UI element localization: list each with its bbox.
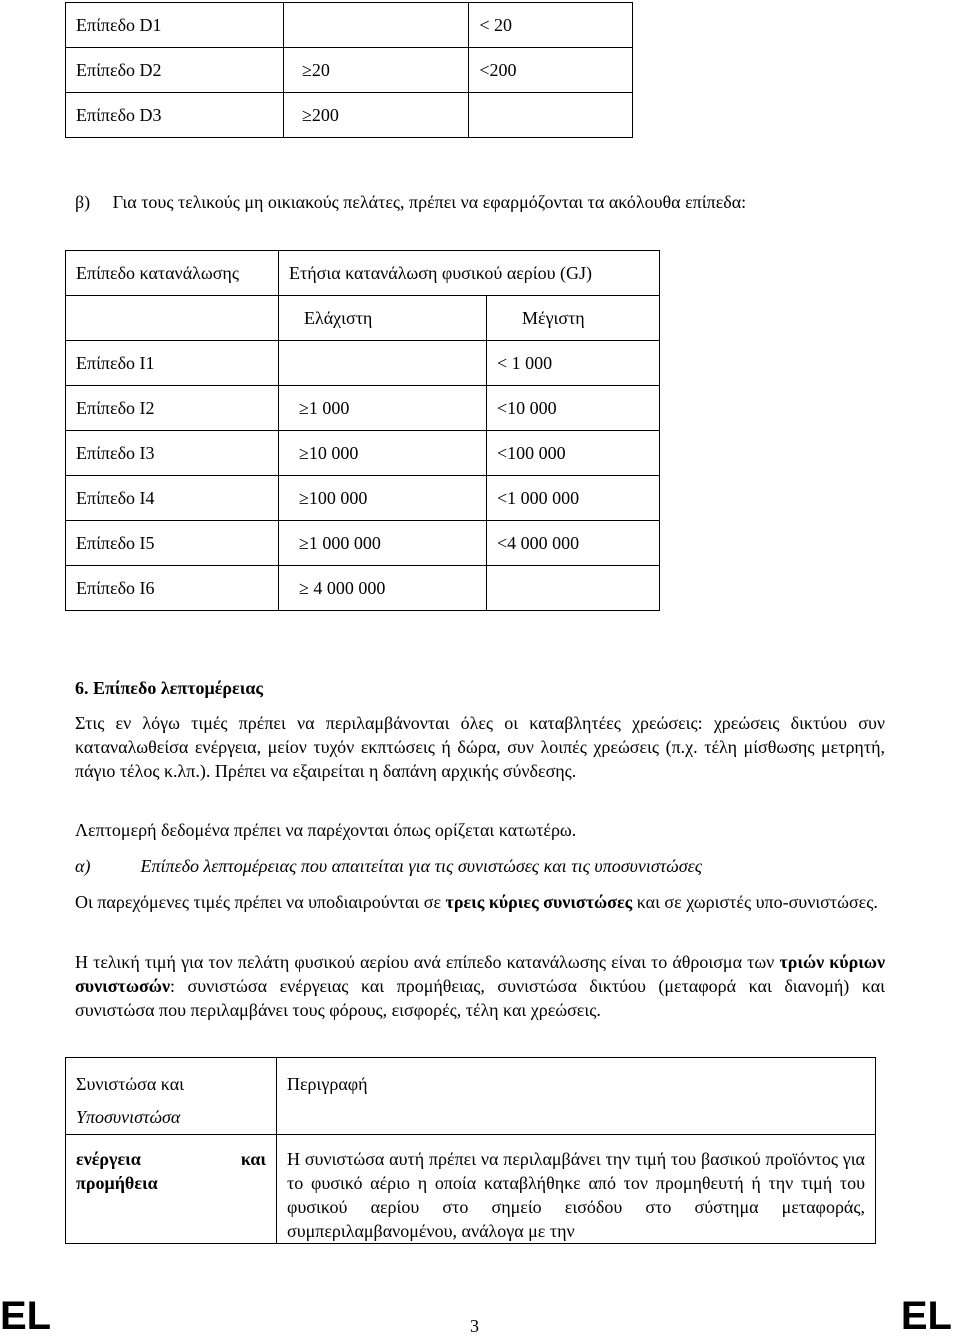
non-household-levels-table (65, 250, 660, 611)
min-cell (279, 341, 487, 386)
min-cell: ≥ 100 000 (279, 476, 487, 521)
paragraph-components: Οι παρεχόμενες τιμές πρέπει να υποδιαιρούνται σε τρεις κύριες συνιστώσες και σε χωριστές υπο-συνιστώσες. (75, 892, 878, 912)
page-number: 3 (470, 1316, 479, 1336)
empty-cell (66, 296, 279, 341)
min-cell: ≥ 4 000 000 (279, 566, 487, 611)
language-mark-right: EL (900, 1294, 952, 1338)
table-row (66, 386, 660, 431)
table-row (66, 341, 660, 386)
household-levels-table (65, 2, 633, 138)
table-row (66, 521, 660, 566)
section-heading: 6. Επίπεδο λεπτομέρειας (75, 678, 263, 698)
header-description: Περιγραφή (277, 1058, 876, 1135)
max-cell: <200 (469, 48, 633, 93)
table-header-row (66, 251, 660, 296)
level-cell: Επίπεδο I6 (66, 566, 279, 611)
table-row (66, 48, 633, 93)
max-cell: < 20 (469, 3, 633, 48)
level-cell: Επίπεδο I2 (66, 386, 279, 431)
subsection-title: Επίπεδο λεπτομέρειας που απαιτείται για τις συνιστώσες και τις υποσυνιστώσες (140, 856, 702, 876)
min-cell: ≥ 20 (284, 48, 469, 93)
level-cell: Επίπεδο I1 (66, 341, 279, 386)
max-cell: < 1 000 (487, 341, 660, 386)
table-header-row (66, 1058, 876, 1135)
table-row (66, 566, 660, 611)
paragraph-charges: Στις εν λόγω τιμές πρέπει να περιλαμβάνονται όλες οι καταβλητέες χρεώσεις: χρεώσεις δικτύου συν καταναλωθείσα ενέργεια, μείον τυχόν εκπτώσεις ή δώρα, συν λοιπές χρεώσεις (π.χ. τέλη μίσθωσης μετρητή, πάγιο τέλος κ.λπ.). Πρέπει να εξαιρείται η δαπάνη αρχικής σύνδεσης. (75, 713, 885, 781)
greater-equal-icon (302, 60, 312, 80)
level-cell: Επίπεδο I4 (66, 476, 279, 521)
max-cell: <10 000 (487, 386, 660, 431)
level-cell: Επίπεδο I5 (66, 521, 279, 566)
subsection-a (75, 854, 885, 878)
table-row (66, 431, 660, 476)
level-cell: Επίπεδο D1 (66, 3, 284, 48)
greater-equal-icon (299, 488, 309, 508)
greater-equal-icon (299, 578, 309, 598)
greater-equal-icon (299, 533, 309, 553)
paragraph-final-price: Η τελική τιμή για τον πελάτη φυσικού αερίου ανά επίπεδο κατανάλωσης είναι το άθροισμα των τριών κύριων συνιστωσών: συνιστώσα ενέργειας και προμήθειας, συνιστώσα δικτύου (μεταφορά και διανομή) και συνιστώσα που περιλαμβάνει τους φόρους, εισφορές, τέλη και χρεώσεις. (75, 952, 885, 1020)
max-cell: <100 000 (487, 431, 660, 476)
component-cell: ενέργεια και προμήθεια (66, 1135, 277, 1244)
section-b-paragraph: β) Για τους τελικούς μη οικιακούς πελάτες, πρέπει να εφαρμόζονται τα ακόλουθα επίπεδα: (75, 192, 747, 212)
header-min: Ελάχιστη (279, 296, 487, 341)
level-cell: Επίπεδο D3 (66, 93, 284, 138)
min-cell: ≥ 200 (284, 93, 469, 138)
level-cell: Επίπεδο I3 (66, 431, 279, 476)
components-table (65, 1057, 876, 1244)
level-cell: Επίπεδο D2 (66, 48, 284, 93)
header-consumption: Ετήσια κατανάλωση φυσικού αερίου (GJ) (279, 251, 660, 296)
greater-equal-icon (299, 398, 309, 418)
header-component: Συνιστώσα και (76, 1074, 184, 1094)
paragraph-details: Λεπτομερή δεδομένα πρέπει να παρέχονται όπως ορίζεται κατωτέρω. (75, 820, 577, 840)
min-cell: ≥ 1 000 (279, 386, 487, 431)
greater-equal-icon (299, 443, 309, 463)
max-cell: <1 000 000 (487, 476, 660, 521)
max-cell (487, 566, 660, 611)
table-header-row (66, 296, 660, 341)
min-cell: ≥ 1 000 000 (279, 521, 487, 566)
table-row (66, 93, 633, 138)
subsection-label: α) (75, 856, 91, 876)
min-cell: ≥ 10 000 (279, 431, 487, 476)
max-cell (469, 93, 633, 138)
table-row (66, 3, 633, 48)
header-level: Επίπεδο κατανάλωσης (66, 251, 279, 296)
header-max: Μέγιστη (487, 296, 660, 341)
max-cell: <4 000 000 (487, 521, 660, 566)
greater-equal-icon (302, 105, 312, 125)
table-row (66, 476, 660, 521)
language-mark-left: EL (0, 1294, 52, 1338)
header-subcomponent: Υποσυνιστώσα (76, 1107, 181, 1127)
header-component-cell (66, 1058, 277, 1135)
table-row (66, 1135, 876, 1244)
min-cell (284, 3, 469, 48)
description-cell: Η συνιστώσα αυτή πρέπει να περιλαμβάνει την τιμή του βασικού προϊόντος για το φυσικό αέριο η οποία καταβλήθηκε από τον προμηθευτή ή την τιμή του φυσικού αερίου στο σημείο εισόδου στο σύστημα μεταφοράς, συμπεριλαμβανομένου, ανάλογα με την (277, 1135, 876, 1244)
